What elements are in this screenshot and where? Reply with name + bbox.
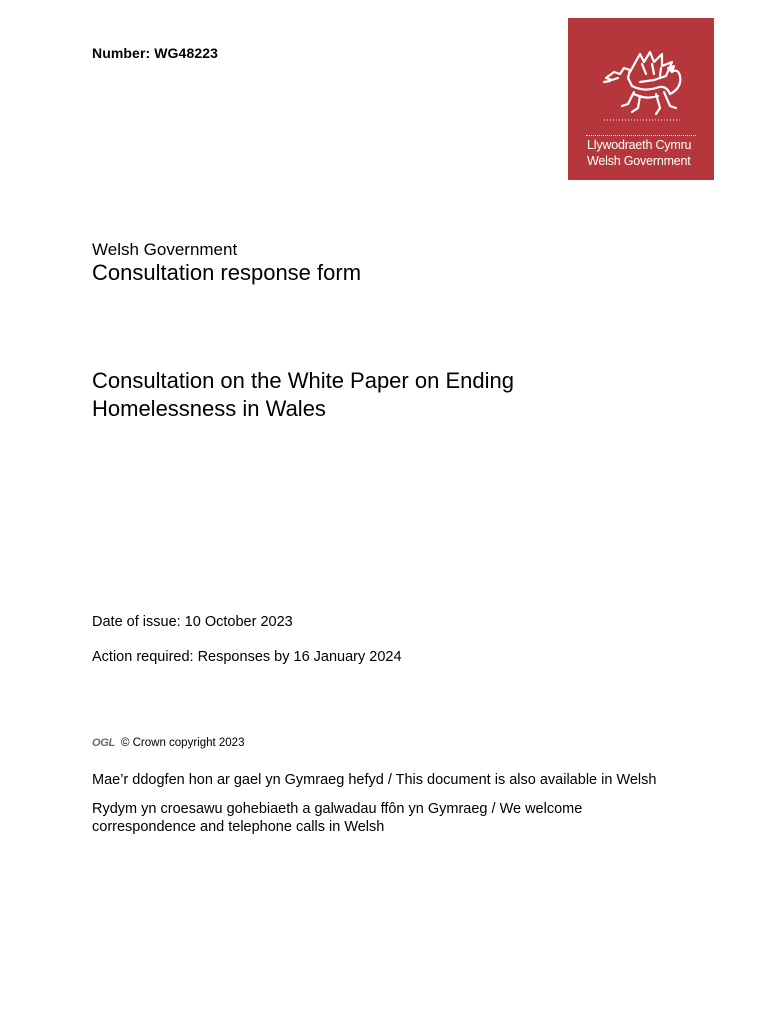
organisation-name: Welsh Government [92, 240, 238, 259]
welsh-availability-notice: Mae’r ddogfen hon ar gael yn Gymraeg hefyd / This document is also available in Welsh [92, 772, 657, 788]
logo-english-name: Welsh Government [587, 154, 691, 168]
ogl-logo: OGL [92, 737, 115, 749]
logo-welsh-name: Llywodraeth Cymru [587, 138, 692, 152]
welsh-correspondence-line-2: correspondence and telephone calls in Welsh [92, 819, 385, 835]
logo-divider [586, 135, 696, 136]
document-number: Number: WG48223 [92, 45, 218, 61]
welsh-government-logo [568, 18, 714, 180]
dragon-icon [600, 48, 686, 128]
consultation-title-line-1: Consultation on the White Paper on Ending [92, 368, 514, 393]
welsh-correspondence-line-1: Rydym yn croesawu gohebiaeth a galwadau ffôn yn Gymraeg / We welcome [92, 801, 583, 817]
welsh-correspondence-notice [92, 800, 672, 836]
action-required: Action required: Responses by 16 January 2024 [92, 649, 402, 665]
copyright-notice [92, 737, 244, 749]
consultation-title-line-2: Homelessness in Wales [92, 396, 326, 421]
consultation-title [92, 367, 612, 423]
form-title: Consultation response form [92, 260, 362, 285]
copyright-text: © Crown copyright 2023 [120, 737, 245, 749]
date-of-issue: Date of issue: 10 October 2023 [92, 614, 293, 630]
